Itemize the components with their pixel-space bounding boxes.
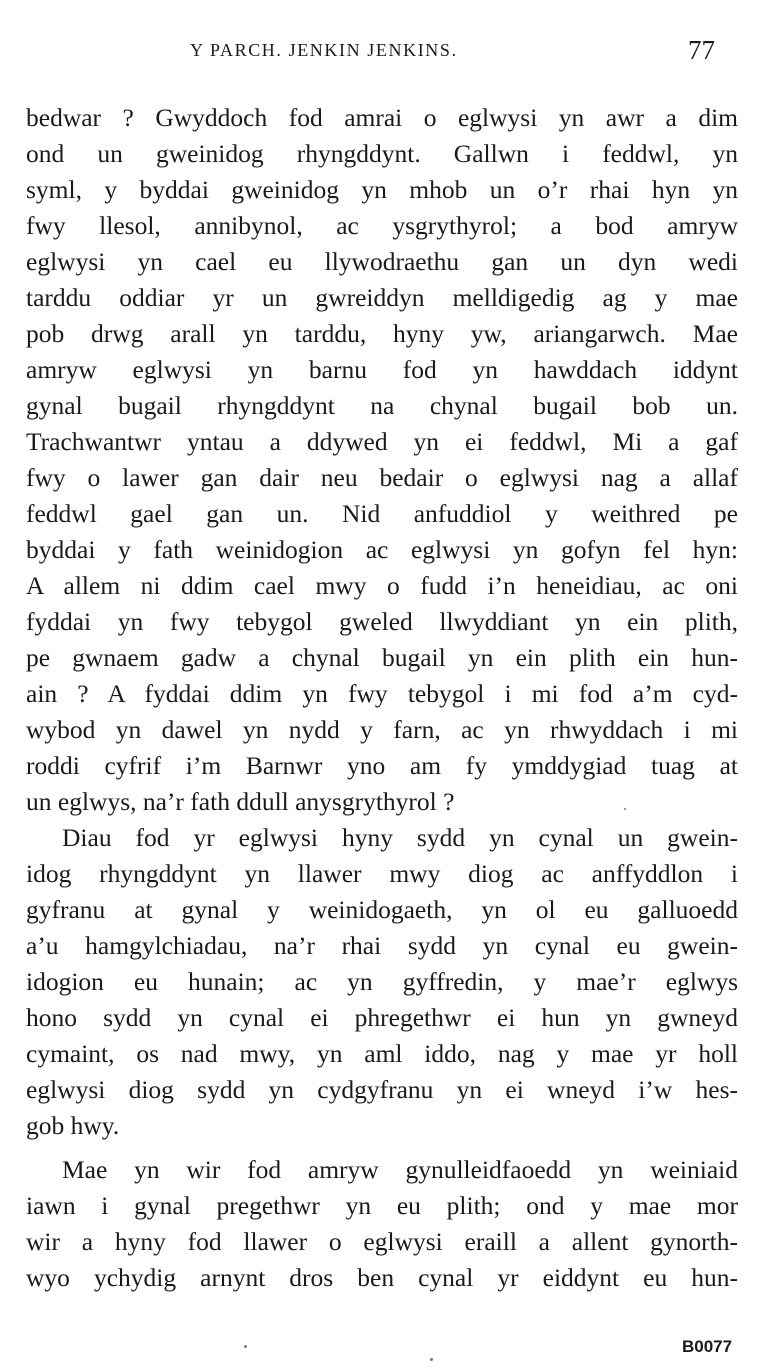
catalog-id: B0077	[682, 1337, 733, 1356]
page-number: 77	[688, 35, 715, 65]
paragraph-start-line: Mae yn wir fod amryw gynulleidfaoedd yn weiniaid	[62, 1155, 738, 1184]
text-line: wybod yn dawel yn nydd y farn, ac yn rhwyddach i mi	[26, 715, 738, 744]
text-line: fwy o lawer gan dair neu bedair o eglwysi nag a allaf	[26, 463, 738, 492]
text-line: iawn i gynal pregethwr yn eu plith; ond y mae mor	[26, 1191, 738, 1220]
text-line: bedwar ? Gwyddoch fod amrai o eglwysi yn awr a dim	[26, 103, 738, 132]
text-line: eglwysi yn cael eu llywodraethu gan un dyn wedi	[26, 247, 738, 276]
paragraph-start-line: Diau fod yr eglwysi hyny sydd yn cynal un gwein-	[62, 823, 738, 852]
text-line: idogion eu hunain; ac yn gyffredin, y mae’r eglwys	[26, 967, 738, 996]
text-line: gyfranu at gynal y weinidogaeth, yn ol eu galluoedd	[26, 895, 738, 924]
paragraph-end-line: un eglwys, na’r fath ddull anysgrythyrol ?	[26, 787, 455, 816]
scan-speck	[244, 1345, 247, 1348]
text-line: wyo ychydig arnynt dros ben cynal yr eiddynt eu hun-	[26, 1263, 738, 1292]
text-line: byddai y fath weinidogion ac eglwysi yn gofyn fel hyn:	[26, 535, 738, 564]
text-line: hono sydd yn cynal ei phregethwr ei hun yn gwneyd	[26, 1003, 738, 1032]
text-line: pob drwg arall yn tarddu, hyny yw, ariangarwch. Mae	[26, 319, 738, 348]
text-line: ond un gweinidog rhyngddynt. Gallwn i feddwl, yn	[26, 139, 738, 168]
running-head	[0, 35, 774, 72]
text-line: syml, y byddai gweinidog yn mhob un o’r rhai hyn yn	[26, 175, 738, 204]
text-line: tarddu oddiar yr un gwreiddyn melldigedig ag y mae	[26, 283, 738, 312]
running-title: Y PARCH. JENKIN JENKINS.	[190, 40, 458, 60]
scan-speck	[624, 808, 626, 810]
paragraph-end-line: gob hwy.	[26, 1111, 120, 1140]
text-line: cymaint, os nad mwy, yn aml iddo, nag y mae yr holl	[26, 1039, 738, 1068]
text-line: feddwl gael gan un. Nid anfuddiol y weithred pe	[26, 499, 738, 528]
text-line: Trachwantwr yntau a ddywed yn ei feddwl, Mi a gaf	[26, 427, 738, 456]
text-line: eglwysi diog sydd yn cydgyfranu yn ei wneyd i’w hes-	[26, 1075, 738, 1104]
text-line: a’u hamgylchiadau, na’r rhai sydd yn cynal eu gwein-	[26, 931, 738, 960]
text-line: pe gwnaem gadw a chynal bugail yn ein plith ein hun-	[26, 643, 738, 672]
text-line: gynal bugail rhyngddynt na chynal bugail bob un.	[26, 391, 738, 420]
text-line: A allem ni ddim cael mwy o fudd i’n heneidiau, ac oni	[26, 571, 738, 600]
text-line: amryw eglwysi yn barnu fod yn hawddach iddynt	[26, 355, 738, 384]
text-line: fwy llesol, annibynol, ac ysgrythyrol; a bod amryw	[26, 211, 738, 240]
text-line: wir a hyny fod llawer o eglwysi eraill a allent gynorth-	[26, 1227, 738, 1256]
text-line: fyddai yn fwy tebygol gweled llwyddiant yn ein plith,	[26, 607, 738, 636]
text-line: roddi cyfrif i’m Barnwr yno am fy ymddygiad tuag at	[26, 751, 738, 780]
text-line: idog rhyngddynt yn llawer mwy diog ac anffyddlon i	[26, 859, 738, 888]
text-line: ain ? A fyddai ddim yn fwy tebygol i mi fod a’m cyd-	[26, 679, 738, 708]
scan-speck	[430, 1358, 433, 1361]
